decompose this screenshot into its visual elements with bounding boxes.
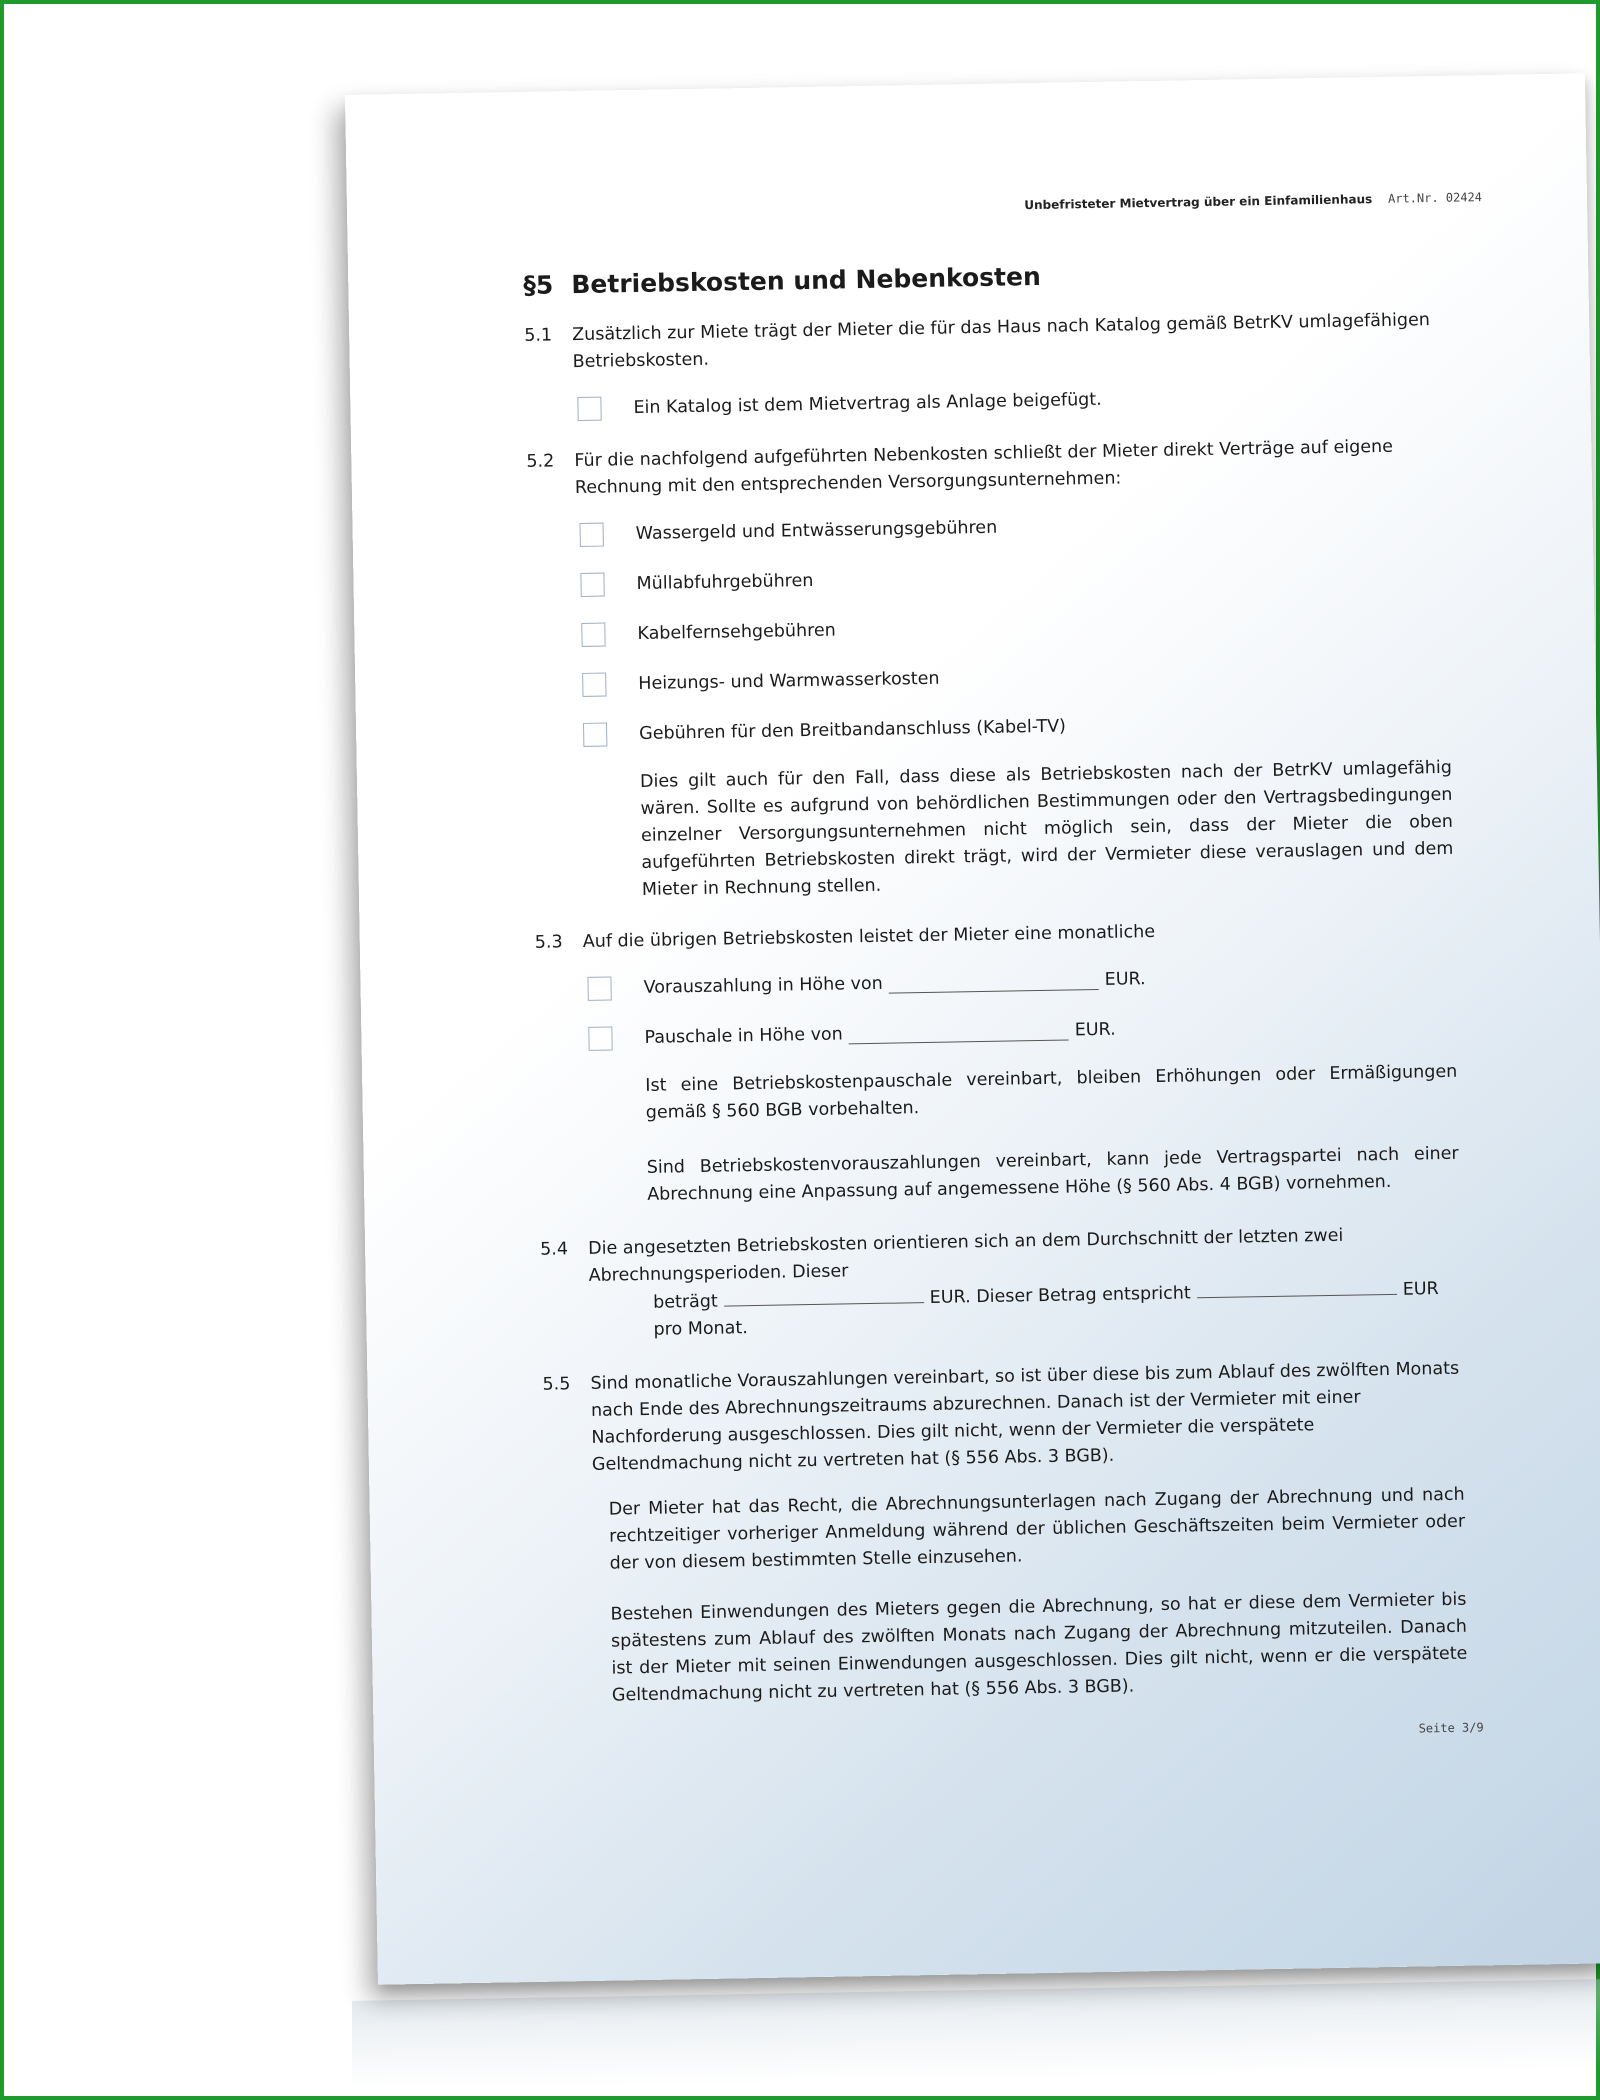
option-pauschale[interactable] bbox=[588, 1007, 1456, 1056]
text-beträgt: beträgt bbox=[652, 1291, 718, 1313]
paragraph-5-5-b: Bestehen Einwendungen des Mieters gegen die Abrechnung, so hat er diese dem Vermieter bis spätestens zum Ablauf des zwölften Monats nach Zugang der Abrechnung mitzuteilen. Danach ist der Mieter mit seinen Einwendungen ausgeschlossen. Dies gilt nicht, wenn er die verspätete Geltendmachung nicht zu vertreten hat (§ 556 Abs. 3 BGB). bbox=[610, 1589, 1468, 1706]
clause-line: Die angesetzten Betriebskosten orientieren sich an dem Durchschnitt der letzten zwei Abrechnungsperioden. Dieser bbox=[588, 1225, 1344, 1286]
article-number: Art.Nr. 02424 bbox=[1387, 190, 1483, 206]
clause-number: 5.3 bbox=[534, 932, 563, 953]
clause-number: 5.2 bbox=[526, 451, 555, 472]
option-vorauszahlung[interactable] bbox=[587, 957, 1455, 1006]
option-katalog[interactable] bbox=[577, 377, 1445, 426]
clause-line-indent bbox=[589, 1275, 1462, 1345]
option-label: Ein Katalog ist dem Mietvertrag als Anlage beigefügt. bbox=[633, 389, 1102, 418]
checkbox[interactable] bbox=[580, 573, 604, 597]
clause-number: 5.4 bbox=[540, 1239, 569, 1260]
paragraph-5-3-a: Ist eine Betriebskostenpauschale vereinbart, bleiben Erhöhungen oder Ermäßigungen gemäß § 560 BGB vorbehalten. bbox=[645, 1061, 1458, 1123]
section-title: Betriebskosten und Nebenkosten bbox=[571, 261, 1041, 300]
text-post: EUR pro Monat. bbox=[653, 1279, 1439, 1340]
option-breitband[interactable] bbox=[583, 703, 1451, 752]
text-mid: EUR. Dieser Betrag entspricht bbox=[929, 1283, 1191, 1308]
option-muellabfuhr[interactable] bbox=[580, 553, 1448, 602]
document-title: Unbefristeter Mietvertrag über ein Einfamilienhaus bbox=[1024, 192, 1373, 213]
clause-5-5 bbox=[542, 1356, 1464, 1480]
checkbox[interactable] bbox=[577, 397, 601, 421]
paragraph-5-3-b: Sind Betriebskostenvorauszahlungen vereinbart, kann jede Vertragspartei nach einer Abrechnung eine Anpassung auf angemessene Höhe (§ 560 Abs. 4 BGB) vornehmen. bbox=[646, 1143, 1459, 1205]
checkbox[interactable] bbox=[587, 976, 611, 1000]
section-number: §5 bbox=[523, 270, 554, 300]
option-unit: EUR. bbox=[1104, 968, 1146, 990]
clause-text: Zusätzlich zur Miete trägt der Mieter die für das Haus nach Katalog gemäß BetrKV umlagefähigen Betriebskosten. bbox=[572, 310, 1431, 373]
clause-text: Auf die übrigen Betriebskosten leistet der Mieter eine monatliche bbox=[582, 921, 1156, 952]
option-label: Vorauszahlung in Höhe von bbox=[643, 973, 883, 998]
checkbox[interactable] bbox=[588, 1026, 612, 1050]
checkbox[interactable] bbox=[580, 523, 604, 547]
page-number: Seite 3/9 bbox=[1418, 1720, 1484, 1736]
option-label: Müllabfuhrgebühren bbox=[636, 570, 814, 594]
option-kabelfernsehen[interactable] bbox=[581, 603, 1449, 652]
option-label: Pauschale in Höhe von bbox=[644, 1023, 843, 1048]
option-label: Heizungs- und Warmwasserkosten bbox=[638, 668, 940, 694]
amount-blank[interactable] bbox=[849, 1021, 1069, 1044]
checkbox[interactable] bbox=[582, 673, 606, 697]
document-header bbox=[1024, 190, 1482, 212]
amount-blank[interactable] bbox=[889, 970, 1099, 993]
clause-number: 5.1 bbox=[524, 325, 553, 346]
document-body bbox=[523, 256, 1468, 1711]
amount-blank[interactable] bbox=[724, 1284, 924, 1306]
clause-number: 5.5 bbox=[542, 1374, 571, 1395]
option-heizung[interactable] bbox=[582, 653, 1450, 702]
clause-5-4 bbox=[540, 1221, 1462, 1346]
option-label: Wassergeld und Entwässerungsgebühren bbox=[635, 517, 998, 544]
option-wassergeld[interactable] bbox=[579, 503, 1447, 552]
clause-5-3 bbox=[535, 914, 1455, 957]
clause-text: Für die nachfolgend aufgeführten Nebenkosten schließt der Mieter direkt Verträge auf eigene Rechnung mit den entsprechenden Versorgungsunternehmen: bbox=[574, 436, 1394, 499]
document-page bbox=[345, 73, 1600, 1984]
clause-text bbox=[588, 1221, 1462, 1345]
clause-5-2 bbox=[526, 433, 1447, 503]
paragraph-5-2: Dies gilt auch für den Fall, dass diese als Betriebskosten nach der BetrKV umlagefähig wären. Sollte es aufgrund von behördlichen Bestimmungen oder den Vertragsbedingungen einzelner Versorgungsunternehmen nicht möglich sein, dass der Mieter die oben aufgeführten Betriebskosten direkt trägt, wird der Vermieter diese verauslagen und dem Mieter in Rechnung stellen. bbox=[639, 757, 1454, 900]
option-label: Kabelfernsehgebühren bbox=[637, 620, 836, 644]
clause-text: Sind monatliche Vorauszahlungen vereinbart, so ist über diese bis zum Ablauf des zwölften Monats nach Ende des Abrechnungszeitraums abzurechnen. Danach ist der Vermieter mit einer Nachforderung ausgeschlossen. Dies gilt nicht, wenn der Vermieter die verspätete Geltendmachung nicht zu vertreten hat (§ 556 Abs. 3 BGB). bbox=[590, 1358, 1460, 1475]
checkbox[interactable] bbox=[581, 623, 605, 647]
option-label: Gebühren für den Breitbandanschluss (Kabel-TV) bbox=[639, 716, 1067, 744]
option-unit: EUR. bbox=[1074, 1019, 1116, 1040]
page-reflection bbox=[352, 1979, 1600, 2091]
amount-blank[interactable] bbox=[1197, 1276, 1397, 1298]
section-heading bbox=[523, 256, 1443, 299]
paragraph-5-5-a: Der Mieter hat das Recht, die Abrechnungsunterlagen nach Zugang der Abrechnung und nach rechtzeitiger vorheriger Anmeldung während der üblichen Geschäftszeiten beim Vermieter oder der von diesem bestimmten Stelle einzusehen. bbox=[608, 1484, 1466, 1574]
clause-5-1 bbox=[524, 307, 1445, 377]
checkbox[interactable] bbox=[583, 723, 607, 747]
